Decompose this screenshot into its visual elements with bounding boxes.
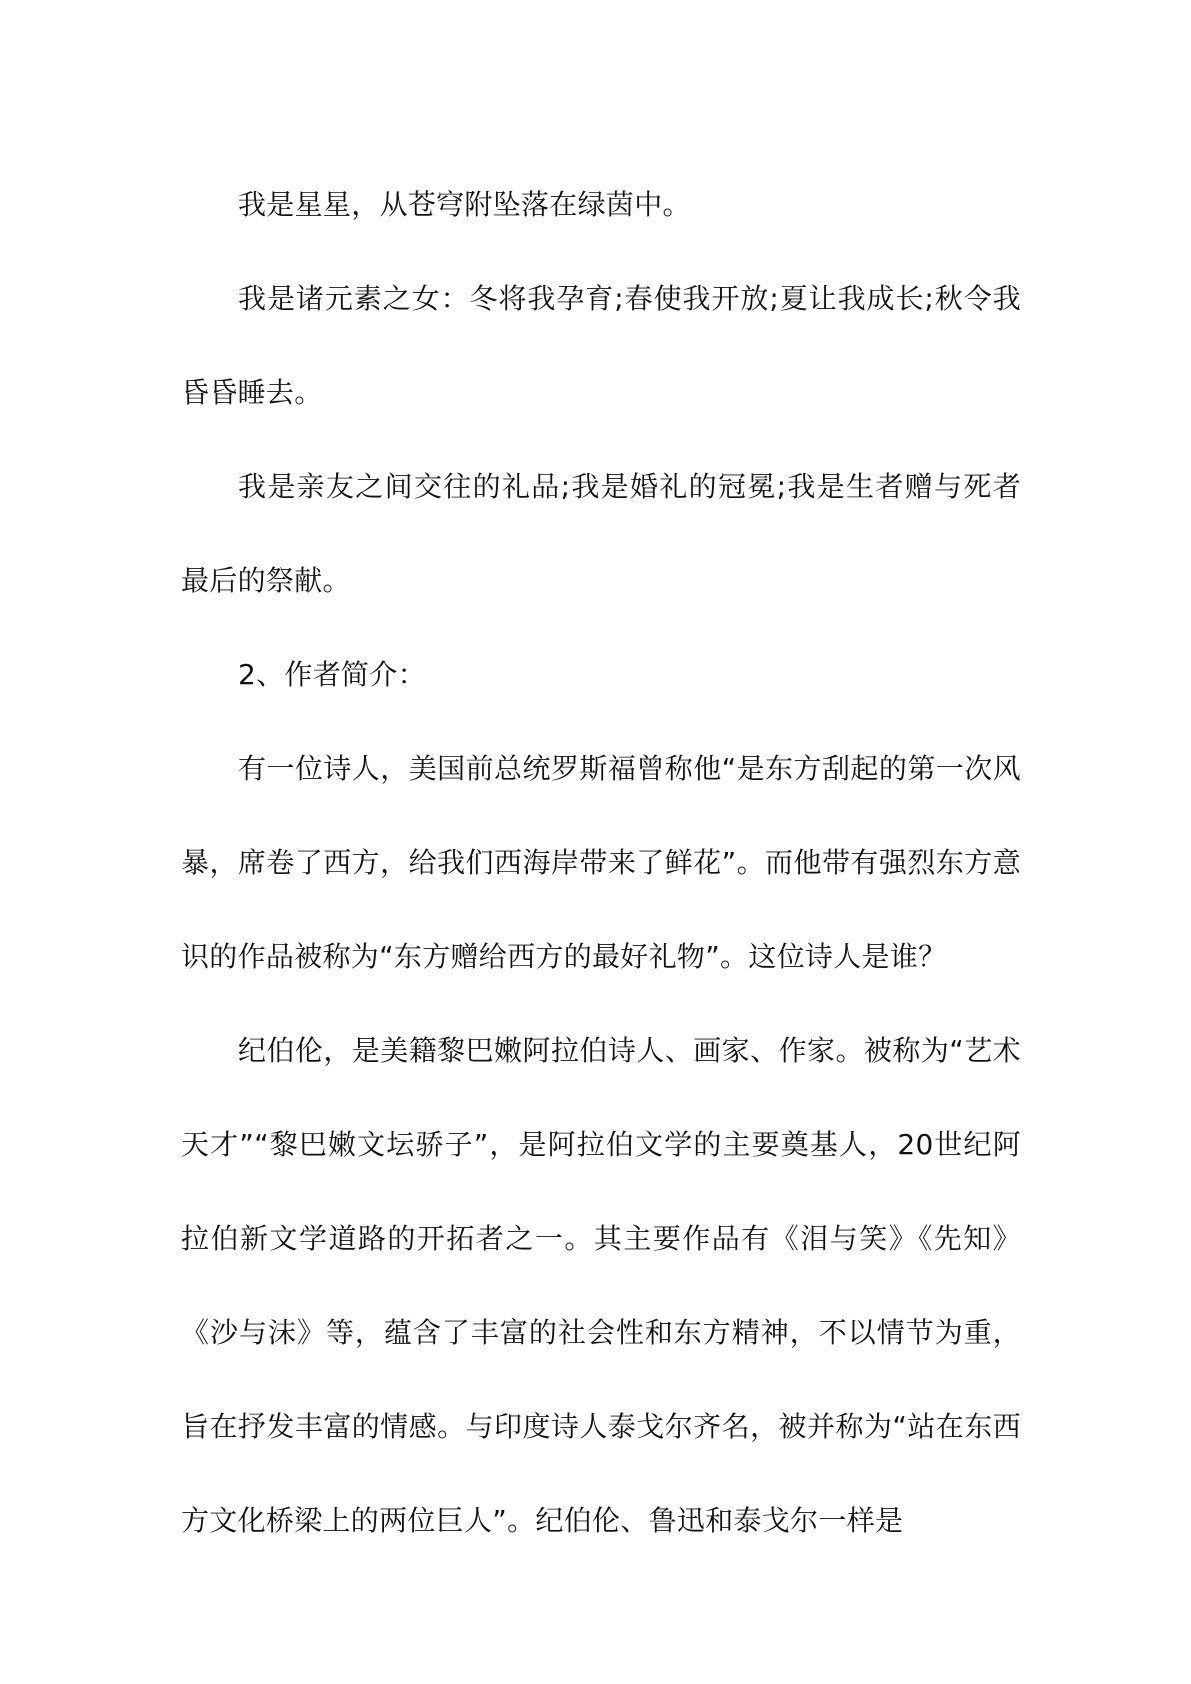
paragraph-gibran-bio: 纪伯伦，是美籍黎巴嫩阿拉伯诗人、画家、作家。被称为“艺术天才”“黎巴嫩文坛骄子”，是阿拉伯文学的主要奠基人，20世纪阿拉伯新文学道路的开拓者之一。其主要作品有《泪与笑》《先知》《沙与沫》等，蕴含了丰富的社会性和东方精神，不以情节为重，旨在抒发丰富的情感。与印度诗人泰戈尔齐名，被并称为“站在东西方文化桥梁上的两位巨人”。纪伯伦、鲁迅和泰戈尔一样是 [181,1034,1021,1537]
paragraph-poet-question: 有一位诗人，美国前总统罗斯福曾称他“是东方刮起的第一次风暴，席卷了西方，给我们西海岸带来了鲜花”。而他带有强烈东方意识的作品被称为“东方赠给西方的最好礼物”。这位诗人是谁？ [181,752,1021,973]
paragraph-star: 我是星星，从苍穹附坠落在绿茵中。 [238,188,691,221]
paragraph-elements: 我是诸元素之女：冬将我孕育;春使我开放;夏让我成长;秋令我昏昏睡去。 [181,282,1021,409]
section-heading-author-intro: 2、作者简介： [238,658,426,691]
paragraph-gift: 我是亲友之间交往的礼品;我是婚礼的冠冕;我是生者赠与死者最后的祭献。 [181,470,1021,597]
document-body [181,158,1021,1568]
